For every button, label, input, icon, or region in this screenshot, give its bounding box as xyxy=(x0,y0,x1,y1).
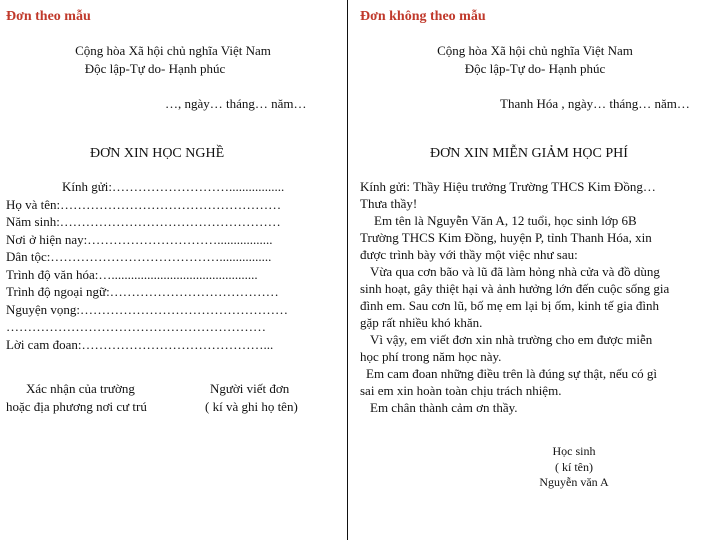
right-body-line: sai em xin hoàn toàn chịu trách nhiệm. xyxy=(360,383,562,398)
right-body-line: đình em. Sau cơn lũ, bố mẹ em lại bị ốm, kinh tế gia đình xyxy=(360,298,659,313)
right-sign-instruction: ( kí tên) xyxy=(555,460,593,474)
right-body-line: Em cam đoan những điều trên là đúng sự thật, nếu có gì xyxy=(366,366,657,381)
form-template-column xyxy=(0,0,346,540)
left-field-recipient: Kính gửi:………………………................. xyxy=(62,179,285,194)
right-body-line: Trường THCS Kim Đồng, huyện P, tỉnh Thanh Hóa, xin xyxy=(360,230,652,245)
left-field-name: Họ và tên:…………………………………………… xyxy=(6,196,282,212)
right-body-line: được trình bày với thầy một việc như sau: xyxy=(360,247,578,262)
right-nation-line1: Cộng hòa Xã hội chủ nghĩa Việt Nam xyxy=(437,43,633,58)
right-sign-name: Nguyễn văn A xyxy=(539,475,609,489)
left-field-foreign-language: Trình độ ngoại ngữ:………………………………… xyxy=(6,284,279,299)
left-sign-writer-line1: Người viết đơn xyxy=(210,381,290,396)
right-body-line: Vì vậy, em viết đơn xin nhà trường cho em được miễn xyxy=(370,332,653,347)
right-body-line: học phí trong năm học này. xyxy=(360,349,502,364)
left-field-commitment: Lời cam đoan:……………………………………... xyxy=(6,336,274,352)
right-body-line: gặp rất nhiều khó khăn. xyxy=(360,315,483,330)
right-sign-role: Học sinh xyxy=(552,444,596,458)
left-sign-writer-line2: ( kí và ghi họ tên) xyxy=(205,399,298,414)
right-body-line: Em tên là Nguyễn Văn A, 12 tuổi, học sinh lớp 6B xyxy=(374,213,637,228)
left-field-wish-cont: …………………………………………………… xyxy=(6,319,266,334)
left-date-line: …, ngày… tháng… năm… xyxy=(165,96,307,111)
left-field-education: Trình độ văn hóa:…............................................. xyxy=(6,266,258,282)
right-body-line: Vừa qua cơn bão và lũ đã làm hỏng nhà cửa và đồ dùng xyxy=(370,264,660,279)
left-sign-confirm-line1: Xác nhận của trường xyxy=(26,381,135,396)
left-field-ethnicity: Dân tộc:…………………………………................ xyxy=(6,249,272,264)
right-heading: Đơn không theo mẫu xyxy=(360,9,486,24)
right-date-line: Thanh Hóa , ngày… tháng… năm… xyxy=(500,96,690,111)
right-recipient-line: Kính gửi: Thầy Hiệu trưởng Trường THCS Kim Đồng… xyxy=(360,179,656,194)
left-form-title: ĐƠN XIN HỌC NGHỀ xyxy=(90,146,225,161)
left-nation-line1: Cộng hòa Xã hội chủ nghĩa Việt Nam xyxy=(75,43,271,58)
left-field-address: Nơi ở hiện nay:…………………………................. xyxy=(6,231,273,247)
left-sign-confirm-line2: hoặc địa phương nơi cư trú xyxy=(6,399,147,414)
right-nation-line2: Độc lập-Tự do- Hạnh phúc xyxy=(464,61,606,76)
right-closing-line: Em chân thành cảm ơn thầy. xyxy=(370,400,518,415)
left-nation-line2: Độc lập-Tự do- Hạnh phúc xyxy=(84,61,226,76)
left-field-birth-year: Năm sinh:…………………………………………… xyxy=(6,214,281,229)
right-form-title: ĐƠN XIN MIỄN GIẢM HỌC PHÍ xyxy=(430,146,628,161)
left-heading: Đơn theo mẫu xyxy=(6,9,91,24)
left-field-wish: Nguyện vọng:………………………………………… xyxy=(6,301,289,317)
right-body-line: sinh hoạt, gây thiệt hại và ảnh hưởng lớn đến cuộc sống gia xyxy=(360,281,670,296)
column-divider xyxy=(347,0,348,540)
right-greeting-line: Thưa thầy! xyxy=(360,196,418,211)
free-form-column xyxy=(350,0,720,540)
